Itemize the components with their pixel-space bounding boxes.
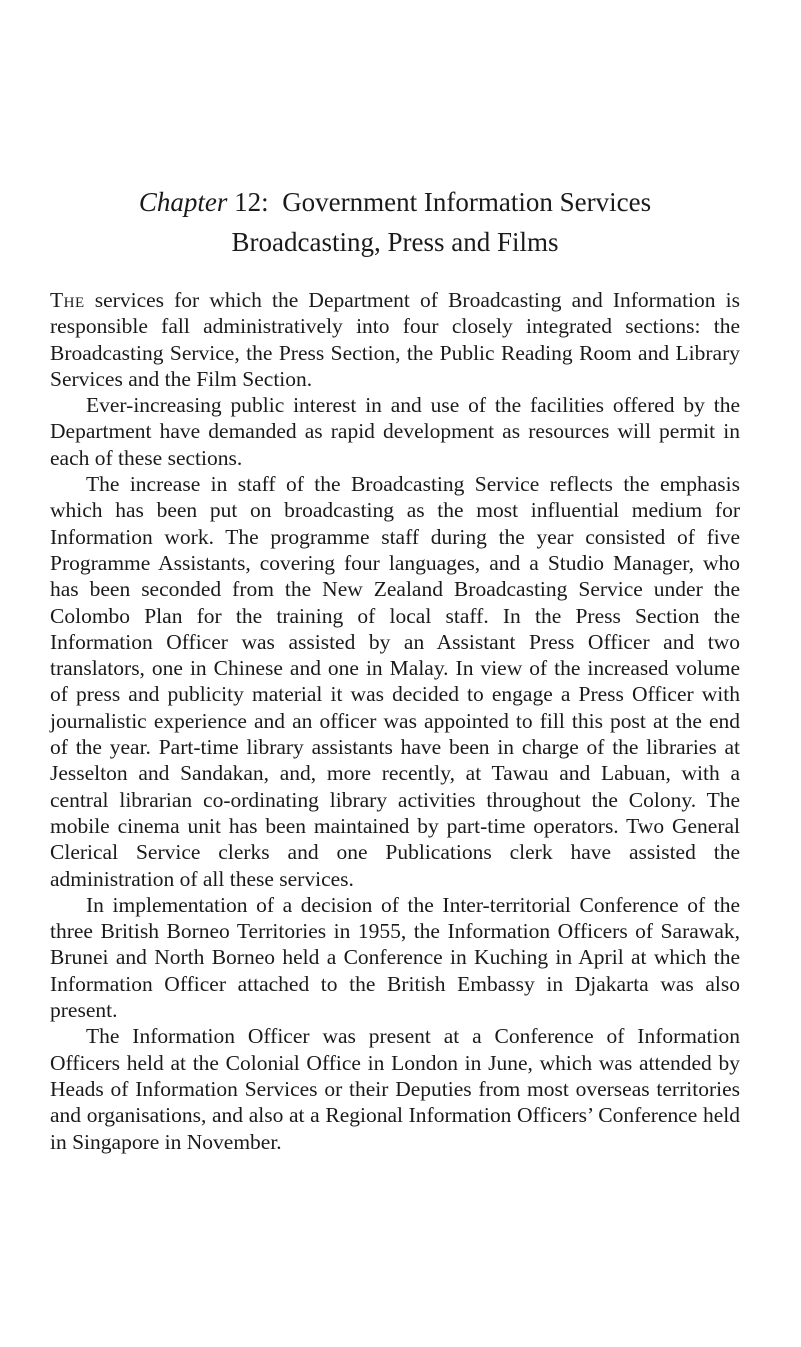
paragraph-4: In implementation of a decision of the Inter-territorial Conference of the three British Borneo Territories in 1955, the Information Officers of Sarawak, Brunei and North Borneo held a Conference in Kuching in April at which the Information Officer attached to the British Embassy in Djakarta was also present.	[50, 892, 740, 1023]
paragraph-lead-word: The	[50, 288, 85, 312]
paragraph-1-text: services for which the Department of Broadcasting and Information is responsible fall administratively into four closely integrated sections: the Broadcasting Service, the Press Section, the Public Reading Room and Library Services and the Film Section.	[50, 288, 740, 391]
paragraph-5: The Information Officer was present at a Conference of Information Officers held at the Colonial Office in London in June, which was attended by Heads of Information Services or their Deputies from most overseas territories and organisations, and also at a Regional Information Officers’ Conference held in Singapore in November.	[50, 1024, 740, 1154]
page	[50, 185, 740, 1155]
chapter-heading	[50, 185, 740, 219]
paragraph-3: The increase in staff of the Broadcasting Service reflects the emphasis which has been put on broadcasting as the most influential medium for Information work. The programme staff during the year consisted of five Programme Assistants, covering four languages, and a Studio Manager, who has been seconded from the New Zealand Broadcasting Service under the Colombo Plan for the training of local staff. In the Press Section the Information Officer was assisted by an Assistant Press Officer and two translators, one in Chinese and one in Malay. In view of the increased volume of press and publicity material it was decided to engage a Press Officer with journalistic experience and an officer was appointed to fill this post at the end of the year. Part-time library assistants have been in charge of the libraries at Jesselton and Sandakan, and, more recently, at Tawau and Labuan, with a central librarian co-ordinating library activities throughout the Colony. The mobile cinema unit has been maintained by part-time operators. Two General Clerical Service clerks and one Publications clerk have assisted the administration of all these services.	[50, 472, 740, 891]
section-subtitle: Broadcasting, Press and Films	[231, 227, 559, 257]
chapter-label: Chapter	[138, 187, 228, 217]
paragraph-1	[50, 287, 740, 392]
chapter-title: Government Information Services	[282, 187, 652, 217]
body-text	[50, 287, 740, 1155]
chapter-number: 12:	[234, 187, 269, 217]
paragraph-2: Ever-increasing public interest in and use of the facilities offered by the Department have demanded as rapid development as resources will permit in each of these sections.	[50, 393, 740, 470]
